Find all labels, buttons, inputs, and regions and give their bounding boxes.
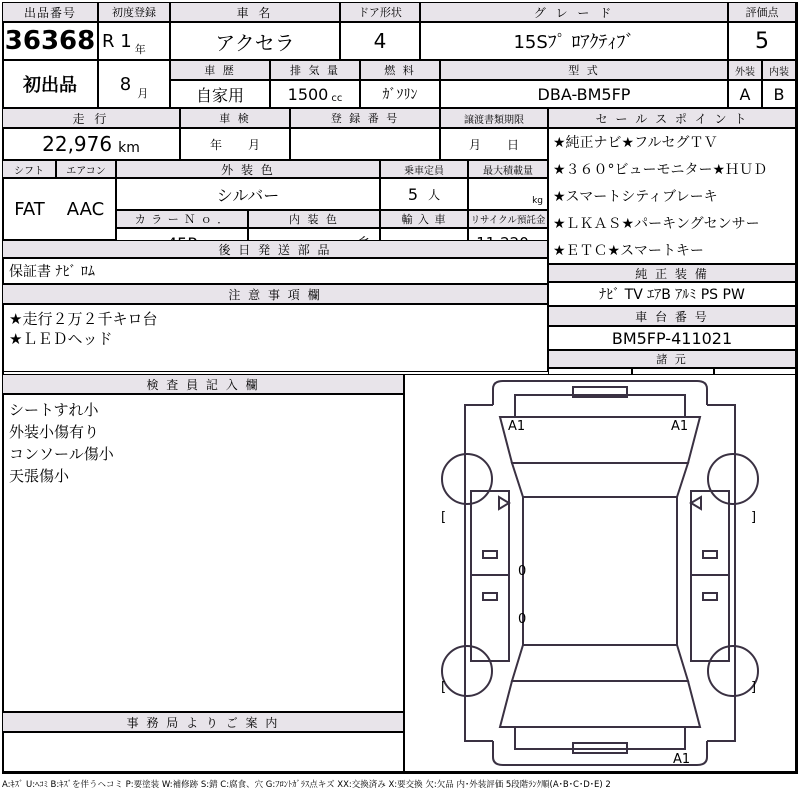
- score-label: 評価点: [728, 2, 796, 22]
- inspector-body: [2, 394, 404, 712]
- inspection-value: [180, 128, 290, 160]
- car-name-label: 車 名: [170, 2, 340, 22]
- model-code-label: 型 式: [440, 60, 728, 80]
- notes-line-1: ★走行２万２千キロ台: [9, 310, 158, 328]
- door-count-value: 4: [340, 22, 420, 60]
- score-value: 5: [728, 22, 796, 60]
- transfer-doc-value: [440, 128, 548, 160]
- max-load-unit: kg: [532, 196, 543, 206]
- mileage-value: 22,976 km: [2, 128, 180, 160]
- diagram-marker-left-upper: 0: [518, 564, 527, 579]
- sales-point-5: ★ＥＴＣ★スマートキー: [548, 236, 796, 264]
- sales-point-4: ★ＬＫＡＳ★パーキングセンサー: [548, 209, 796, 236]
- registration-month-unit: 月: [137, 87, 149, 100]
- interior-grade-label: 内装: [762, 60, 796, 80]
- inspection-label: 車 検: [180, 108, 290, 128]
- inspector-line-2: 外装小傷有り: [9, 423, 100, 441]
- office-notice-body: [2, 732, 404, 772]
- max-load-label: 最大積載量: [468, 160, 548, 178]
- fuel-label: 燃 料: [360, 60, 440, 80]
- notes-line-2: ★ＬＥＤヘッド: [9, 330, 113, 348]
- registration-era-year: [98, 22, 170, 60]
- registration-month: 8 月: [98, 60, 170, 108]
- inspection-year-unit: 年: [209, 137, 222, 152]
- max-load-value: [468, 178, 548, 210]
- inspector-line-3: コンソール傷小: [9, 445, 114, 463]
- mileage-unit: km: [118, 140, 140, 156]
- import-label: 輸 入 車: [380, 210, 468, 228]
- notes-body: [2, 304, 548, 372]
- inspector-line-4: 天張傷小: [9, 467, 70, 485]
- registration-number-label: 登 録 番 号: [290, 108, 440, 128]
- mileage-label: 走 行: [2, 108, 180, 128]
- sales-point-1: ★純正ナビ★フルセグＴＶ: [548, 128, 796, 155]
- chassis-number-value: BM5FP-411021: [548, 326, 796, 350]
- interior-color-label: 内 装 色: [248, 210, 380, 228]
- interior-grade-value: B: [762, 80, 796, 108]
- later-shipment-value: 保証書 ﾅﾋﾞ ﾛﾑ: [2, 258, 548, 284]
- transfer-month-unit: 月: [468, 137, 481, 152]
- later-shipment-label: 後 日 発 送 部 品: [2, 240, 548, 258]
- sales-point-2: ★３６０°ビューモニター★ＨＵＤ: [548, 155, 796, 182]
- displacement-unit: cc: [331, 93, 343, 104]
- equipment-value: ﾅﾋﾞ TV ｴｱB ｱﾙﾐ PS PW: [548, 282, 796, 306]
- transfer-day-unit: 日: [507, 137, 520, 152]
- transfer-doc-label: 譲渡書類期限: [440, 108, 548, 128]
- shift-value: FAT: [2, 178, 56, 240]
- seats-unit: 人: [428, 187, 441, 202]
- diagram-bracket-left-upper: [: [441, 510, 447, 525]
- equipment-title: 純 正 装 備: [548, 264, 796, 282]
- chassis-number-title: 車 台 番 号: [548, 306, 796, 326]
- first-listing-badge: 初出品: [2, 60, 98, 108]
- exterior-grade-value: A: [728, 80, 762, 108]
- registration-era: R 1: [102, 30, 132, 52]
- seats-value: 5 人: [380, 178, 468, 210]
- diagram-bracket-right-lower: ]: [751, 680, 757, 695]
- inspector-title: 検 査 員 記 入 欄: [2, 374, 404, 394]
- sales-points-title: セ ー ル ス ポ イ ン ト: [548, 108, 796, 128]
- exterior-color-value: シルバー: [116, 178, 380, 210]
- door-shape-label: ドア形状: [340, 2, 420, 22]
- diagram-label-a1-rear-right: A1: [673, 752, 691, 767]
- registration-number-value: [290, 128, 440, 160]
- shift-label: シフト: [2, 160, 56, 178]
- displacement-value: 1500 cc: [270, 80, 360, 108]
- diagram-bracket-left-lower: [: [441, 680, 447, 695]
- ac-label: エアコン: [56, 160, 116, 178]
- inspection-month-unit: 月: [248, 137, 261, 152]
- seats-label: 乗車定員: [380, 160, 468, 178]
- grade-value: 15Sﾌﾟ ﾛｱｸﾃｨﾌﾞ: [420, 22, 728, 60]
- diagram-label-a1-front-right: A1: [671, 419, 689, 434]
- exterior-grade-label: 外装: [728, 60, 762, 80]
- diagram-label-a1-front-left: A1: [508, 419, 526, 434]
- notes-title: 注 意 事 項 欄: [2, 284, 548, 304]
- diagram-marker-left-lower: 0: [518, 612, 527, 627]
- grade-label: グ レ ー ド: [420, 2, 728, 22]
- vehicle-diagram-svg: [405, 375, 795, 771]
- exterior-color-label: 外 装 色: [116, 160, 380, 178]
- color-number-label: カ ラ ー Ｎ ｏ ．: [116, 210, 248, 228]
- car-history-label: 車 歴: [170, 60, 270, 80]
- recycle-fee-label: リサイクル預託金: [468, 210, 548, 228]
- ac-value: AAC: [56, 178, 116, 240]
- first-registration-label: 初度登録: [98, 2, 170, 22]
- car-history-value: 自家用: [170, 80, 270, 108]
- vehicle-damage-diagram: [404, 374, 796, 772]
- dimensions-title: 諸 元: [548, 350, 796, 368]
- lot-number-label: 出品番号: [2, 2, 98, 22]
- fuel-value: ｶﾞｿﾘﾝ: [360, 80, 440, 108]
- diagram-bracket-right-upper: ]: [751, 510, 757, 525]
- model-code-value: DBA-BM5FP: [440, 80, 728, 108]
- inspector-line-1: シートすれ小: [9, 401, 99, 419]
- legend-text: A:ｷｽﾞ U:ﾍｺﾐ B:ｷｽﾞを伴うヘコミ P:要塗装 W:補修跡 S:錆 C:腐食、穴 G:ﾌﾛﾝﾄｶﾞﾗｽ点キズ XX:交換済み X:要交換 欠:欠品 内･外装評価 5段階ﾗﾝｸ順(A･B･C･D･E) 2: [2, 780, 611, 790]
- lot-number-value: 36368: [2, 22, 98, 60]
- car-name-value: アクセラ: [170, 22, 340, 60]
- displacement-label: 排 気 量: [270, 60, 360, 80]
- office-notice-title: 事 務 局 よ り ご 案 内: [2, 712, 404, 732]
- sales-point-3: ★スマートシティブレーキ: [548, 182, 796, 209]
- registration-year-unit: 年: [134, 43, 146, 56]
